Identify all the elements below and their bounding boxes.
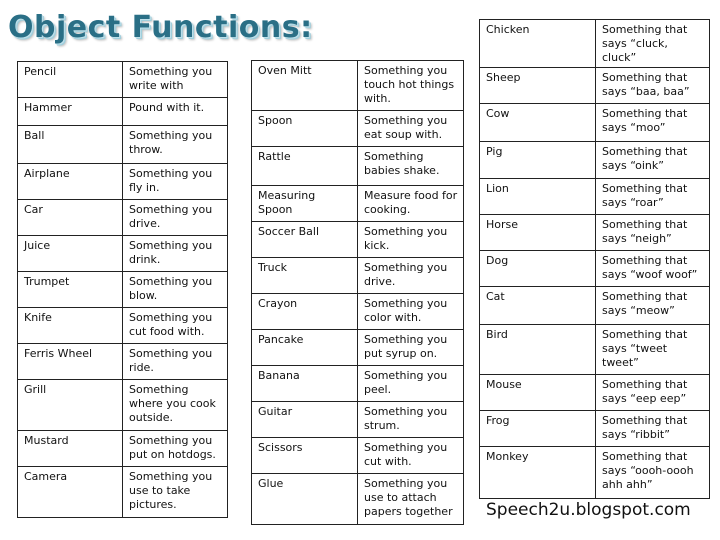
object-cell: Bird [480,325,596,375]
object-cell: Lion [480,179,596,215]
object-cell: Trumpet [18,272,123,308]
function-cell: Something you fly in. [123,164,228,200]
table-row [18,62,228,98]
function-cell: Something where you cook outside. [123,380,228,431]
table-row [252,294,464,330]
table-row [252,330,464,366]
object-cell: Cat [480,287,596,325]
table-row [18,272,228,308]
object-cell: Pig [480,142,596,179]
object-cell: Pencil [18,62,123,98]
function-cell: Something that says “cluck, cluck” [596,20,710,68]
function-cell: Something you peel. [358,366,464,402]
table-row [18,126,228,164]
object-cell: Guitar [252,402,358,438]
table-row [18,308,228,344]
animal-sounds-table [479,19,710,499]
function-cell: Something that says “oooh-oooh ahh ahh” [596,447,710,499]
function-cell: Something you ride. [123,344,228,380]
function-cell: Something you color with. [358,294,464,330]
table-row [480,411,710,447]
table-row [252,111,464,147]
function-cell: Something that says “oink” [596,142,710,179]
function-cell: Something babies shake. [358,147,464,186]
object-cell: Grill [18,380,123,431]
table-row [252,258,464,294]
object-cell: Cow [480,104,596,142]
object-cell: Frog [480,411,596,447]
function-cell: Pound with it. [123,98,228,126]
table-row [480,179,710,215]
object-cell: Crayon [252,294,358,330]
function-cell: Something you cut food with. [123,308,228,344]
table-row [480,104,710,142]
function-cell: Something you blow. [123,272,228,308]
table-row [480,325,710,375]
page-title: Object Functions: [8,10,313,45]
function-cell: Measure food for cooking. [358,186,464,222]
table-row [252,61,464,111]
function-cell: Something that says “eep eep” [596,375,710,411]
table-row [18,431,228,467]
table-row [480,142,710,179]
object-cell: Glue [252,474,358,525]
function-cell: Something you drive. [358,258,464,294]
table-row [252,366,464,402]
object-cell: Spoon [252,111,358,147]
table-row [252,147,464,186]
function-cell: Something that says “baa, baa” [596,68,710,104]
table-row [252,438,464,474]
function-cell: Something that says “ribbit” [596,411,710,447]
object-cell: Soccer Ball [252,222,358,258]
object-cell: Banana [252,366,358,402]
table-row [252,402,464,438]
table-row [480,20,710,68]
table-row [18,98,228,126]
function-cell: Something you cut with. [358,438,464,474]
function-cell: Something you use to take pictures. [123,467,228,518]
object-cell: Measuring Spoon [252,186,358,222]
object-functions-table-2 [251,60,464,525]
function-cell: Something you touch hot things with. [358,61,464,111]
table-row [252,222,464,258]
function-cell: Something you drive. [123,200,228,236]
table-row [480,287,710,325]
table-row [252,474,464,525]
object-cell: Chicken [480,20,596,68]
table-row [480,375,710,411]
function-cell: Something that says “moo” [596,104,710,142]
table-row [480,447,710,499]
object-cell: Ball [18,126,123,164]
object-cell: Camera [18,467,123,518]
object-cell: Car [18,200,123,236]
table-row [480,68,710,104]
object-cell: Airplane [18,164,123,200]
function-cell: Something you put on hotdogs. [123,431,228,467]
table-row [18,467,228,518]
object-cell: Truck [252,258,358,294]
object-cell: Pancake [252,330,358,366]
function-cell: Something you strum. [358,402,464,438]
function-cell: Something that says “neigh” [596,215,710,251]
function-cell: Something you throw. [123,126,228,164]
object-cell: Monkey [480,447,596,499]
object-cell: Oven Mitt [252,61,358,111]
object-cell: Knife [18,308,123,344]
function-cell: Something that says “meow” [596,287,710,325]
footer-website-label: Speech2u.blogspot.com [486,500,691,520]
object-cell: Hammer [18,98,123,126]
function-cell: Something you drink. [123,236,228,272]
object-cell: Mouse [480,375,596,411]
function-cell: Something you put syrup on. [358,330,464,366]
object-cell: Mustard [18,431,123,467]
table-row [252,186,464,222]
object-cell: Scissors [252,438,358,474]
table-row [18,236,228,272]
function-cell: Something you kick. [358,222,464,258]
object-cell: Sheep [480,68,596,104]
table-row [18,164,228,200]
table-row [18,200,228,236]
object-functions-table-1 [17,61,228,518]
function-cell: Something you write with [123,62,228,98]
object-cell: Horse [480,215,596,251]
table-row [18,344,228,380]
function-cell: Something that says “woof woof” [596,251,710,287]
function-cell: Something that says “tweet tweet” [596,325,710,375]
object-cell: Rattle [252,147,358,186]
table-row [480,215,710,251]
table-row [18,380,228,431]
object-cell: Juice [18,236,123,272]
object-cell: Ferris Wheel [18,344,123,380]
function-cell: Something you use to attach papers together [358,474,464,525]
object-cell: Dog [480,251,596,287]
function-cell: Something you eat soup with. [358,111,464,147]
function-cell: Something that says “roar” [596,179,710,215]
table-row [480,251,710,287]
